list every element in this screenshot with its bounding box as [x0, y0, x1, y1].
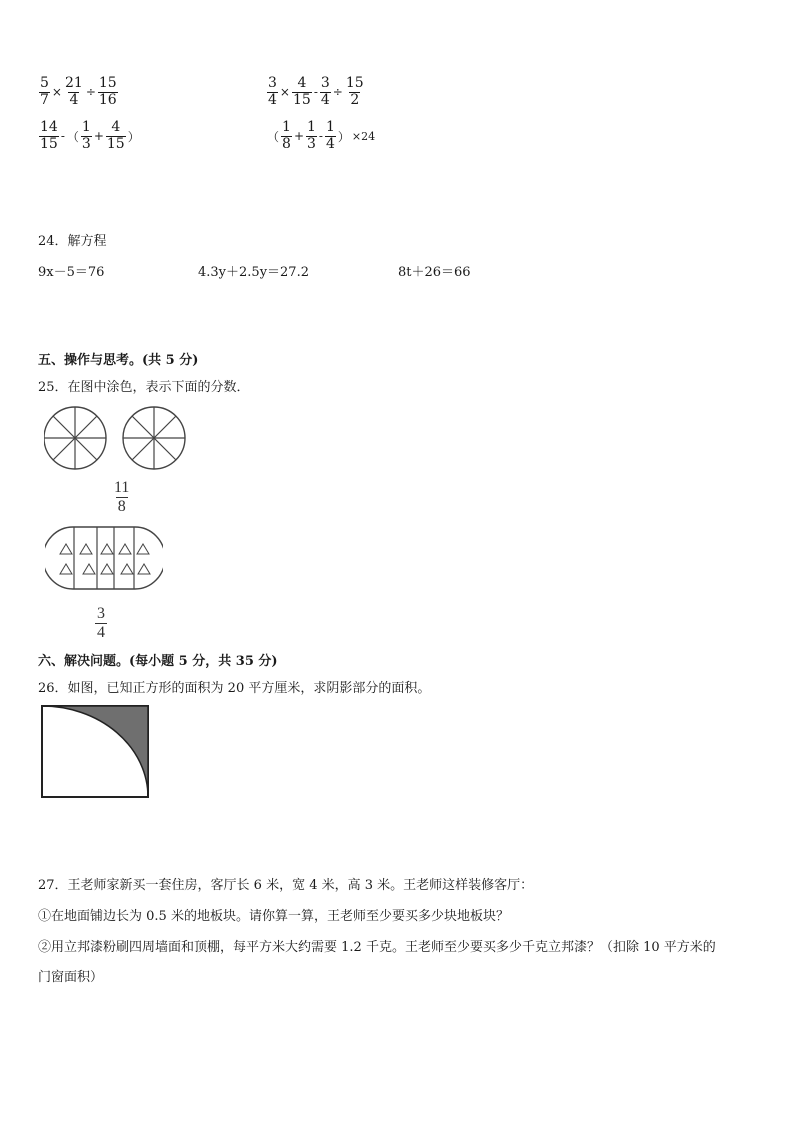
fraction: $\frac{5}{7}$	[40, 75, 49, 108]
fraction-11-8: $\frac{11}{8}$	[114, 479, 130, 515]
fraction-3-4: $\frac{3}{4}$	[97, 605, 105, 641]
question-27-part-1: ①在地面铺边长为 0.5 米的地板块。请你算一算，王老师至少要买多少块地板块？	[38, 909, 509, 924]
circle-eighths-2	[123, 407, 185, 469]
expression-1: $\frac{5}{7}$ × $\frac{21}{4}$ ÷ $\frac{15}{16}$	[40, 75, 117, 108]
equation-1: 9x－5＝76	[38, 265, 105, 280]
section-6-heading: 六、解决问题。(每小题 5 分，共 35 分)	[38, 654, 278, 669]
question-24-title: 24．解方程	[38, 234, 107, 249]
capsule-figure	[45, 525, 163, 591]
expression-3: $\frac{14}{15}$ - （ $\frac{1}{3}$ + $\frac{4}{15}$ ）	[40, 119, 140, 152]
fraction: $\frac{3}{4}$	[268, 75, 277, 108]
question-27-part-2-line-1: ②用立邦漆粉刷四周墙面和顶棚，每平方米大约需要 1.2 千克。王老师至少要买多少千克立邦漆？（扣除 10 平方米的	[38, 940, 716, 955]
fraction: $\frac{4}{15}$	[292, 75, 311, 108]
expression-2: $\frac{3}{4}$ × $\frac{4}{15}$ - $\frac{3}{4}$ ÷ $\frac{15}{2}$	[268, 75, 364, 108]
fraction: $\frac{1}{3}$	[307, 119, 316, 152]
fraction: $\frac{15}{2}$	[345, 75, 364, 108]
fraction: $\frac{1}{8}$	[282, 119, 291, 152]
question-27-intro: 27．王老师家新买一套住房，客厅长 6 米，宽 4 米，高 3 米。王老师这样装修客厅：	[38, 878, 534, 893]
square-quarter-circle-figure	[40, 704, 152, 800]
section-5-heading: 五、操作与思考。(共 5 分)	[38, 353, 199, 368]
fraction: $\frac{1}{3}$	[81, 119, 91, 152]
fraction: $\frac{14}{15}$	[40, 119, 58, 152]
question-26-text: 26．如图，已知正方形的面积为 20 平方厘米，求阴影部分的面积。	[38, 681, 431, 696]
question-25-text: 25．在图中涂色，表示下面的分数．	[38, 380, 250, 395]
circle-eighths-1	[44, 407, 106, 469]
fraction: $\frac{21}{4}$	[64, 75, 83, 108]
circles-figure	[44, 405, 194, 471]
fraction: $\frac{3}{4}$	[320, 75, 330, 108]
fraction: $\frac{15}{16}$	[98, 75, 117, 108]
equation-2: 4.3y＋2.5y＝27.2	[198, 265, 309, 280]
question-27-part-2-line-2: 门窗面积）	[38, 970, 104, 985]
fraction: $\frac{1}{4}$	[325, 119, 335, 152]
equation-3: 8t＋26＝66	[398, 265, 471, 280]
fraction: $\frac{4}{15}$	[106, 119, 125, 152]
expression-4: （ $\frac{1}{8}$ + $\frac{1}{3}$ - $\frac{1}{4}$ ） ×24	[267, 119, 376, 152]
